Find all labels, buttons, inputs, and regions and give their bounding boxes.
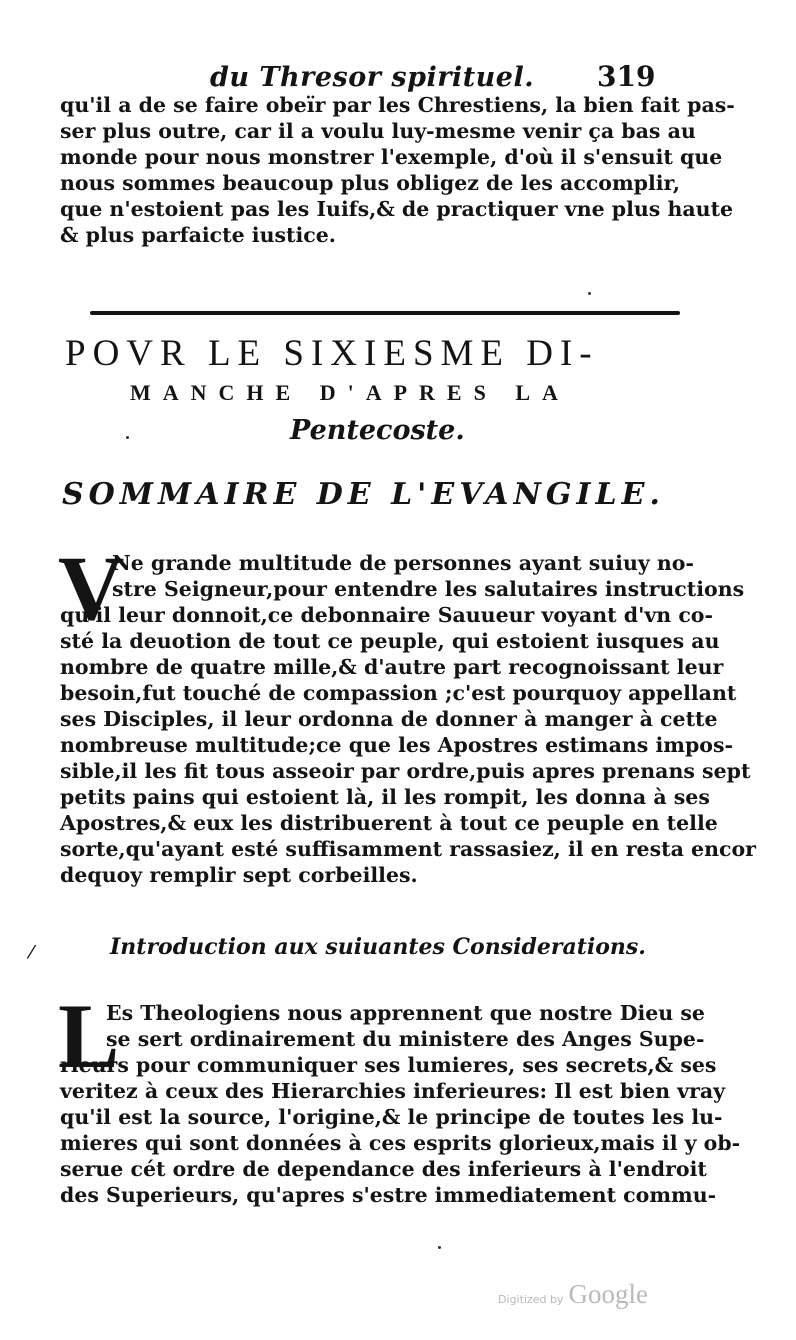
ink-speck xyxy=(126,436,129,439)
section-heading-line-1: POVR LE SIXIESME DI- xyxy=(65,333,599,374)
section-heading-line-2: MANCHE D'APRES LA xyxy=(130,380,570,405)
text-line: & plus parfaicte iustice. xyxy=(60,223,336,247)
text-line: ses Disciples, il leur ordonna de donner à manger à cette xyxy=(60,707,718,731)
digitized-watermark xyxy=(498,1279,648,1310)
text-line: rieurs pour communiquer ses lumieres, ses secrets,& ses xyxy=(60,1053,717,1077)
introduction-title: Introduction aux suiuantes Considerations. xyxy=(110,934,646,960)
text-line: sible,il les fit tous asseoir par ordre,puis apres prenans sept xyxy=(60,759,751,783)
text-line: sté la deuotion de tout ce peuple, qui estoient iusques au xyxy=(60,629,720,653)
text-line: que n'estoient pas les Iuifs,& de practiquer vne plus haute xyxy=(60,197,734,221)
text-line: sorte,qu'ayant esté suffisamment rassasiez, il en resta encor xyxy=(60,837,756,861)
text-line: nombre de quatre mille,& d'autre part recognoissant leur xyxy=(60,655,724,679)
text-line: monde pour nous monstrer l'exemple, d'où il s'ensuit que xyxy=(60,145,723,169)
watermark-brand: Google xyxy=(568,1279,649,1309)
summary-title: SOMMAIRE DE L'EVANGILE. xyxy=(62,477,665,512)
section-divider xyxy=(90,311,680,315)
text-line: nombreuse multitude;ce que les Apostres estimans impos- xyxy=(60,733,733,757)
text-line: petits pains qui estoient là, il les rompit, les donna à ses xyxy=(60,785,710,809)
text-line: veritez à ceux des Hierarchies inferieures: Il est bien vray xyxy=(60,1079,726,1103)
page-number: 319 xyxy=(597,60,656,93)
ink-speck xyxy=(588,292,591,295)
text-line: Es Theologiens nous apprennent que nostre Dieu se xyxy=(106,1001,705,1025)
text-line: des Superieurs, qu'apres s'estre immediatement commu- xyxy=(60,1183,717,1207)
text-line: mieres qui sont données à ces esprits glorieux,mais il y ob- xyxy=(60,1131,741,1155)
summary-paragraph xyxy=(58,537,756,888)
text-line: ser plus outre, car il a voulu luy-mesme venir ça bas au xyxy=(60,119,696,143)
text-line: Apostres,& eux les distribuerent à tout ce peuple en telle xyxy=(60,811,718,835)
text-line: qu'il leur donnoit,ce debonnaire Sauueur voyant d'vn co- xyxy=(60,603,713,627)
introduction-dropcap: L xyxy=(58,985,120,1087)
text-line: qu'il a de se faire obeïr par les Chrestiens, la bien fait pas- xyxy=(60,93,735,117)
watermark-prefix: Digitized by xyxy=(498,1293,564,1306)
introduction-paragraph xyxy=(60,1000,741,1208)
summary-dropcap: V xyxy=(58,537,125,639)
margin-mark-icon: ⁄ xyxy=(30,942,34,963)
text-line: Ne grande multitude de personnes ayant suiuy no- xyxy=(112,551,694,575)
section-heading-line-3: Pentecoste. xyxy=(290,415,465,446)
text-line: stre Seigneur,pour entendre les salutaires instructions xyxy=(112,577,745,601)
text-line: besoin,fut touché de compassion ;c'est pourquoy appellant xyxy=(60,681,737,705)
text-line: serue cét ordre de dependance des inferieurs à l'endroit xyxy=(60,1157,707,1181)
text-line: dequoy remplir sept corbeilles. xyxy=(60,863,418,887)
text-line: qu'il est la source, l'origine,& le principe de toutes les lu- xyxy=(60,1105,723,1129)
ink-speck xyxy=(438,1246,441,1249)
top-paragraph xyxy=(60,92,735,248)
running-title: du Thresor spirituel. xyxy=(210,62,535,93)
text-line: nous sommes beaucoup plus obligez de les accomplir, xyxy=(60,171,681,195)
text-line: se sert ordinairement du ministere des Anges Supe- xyxy=(106,1027,705,1051)
